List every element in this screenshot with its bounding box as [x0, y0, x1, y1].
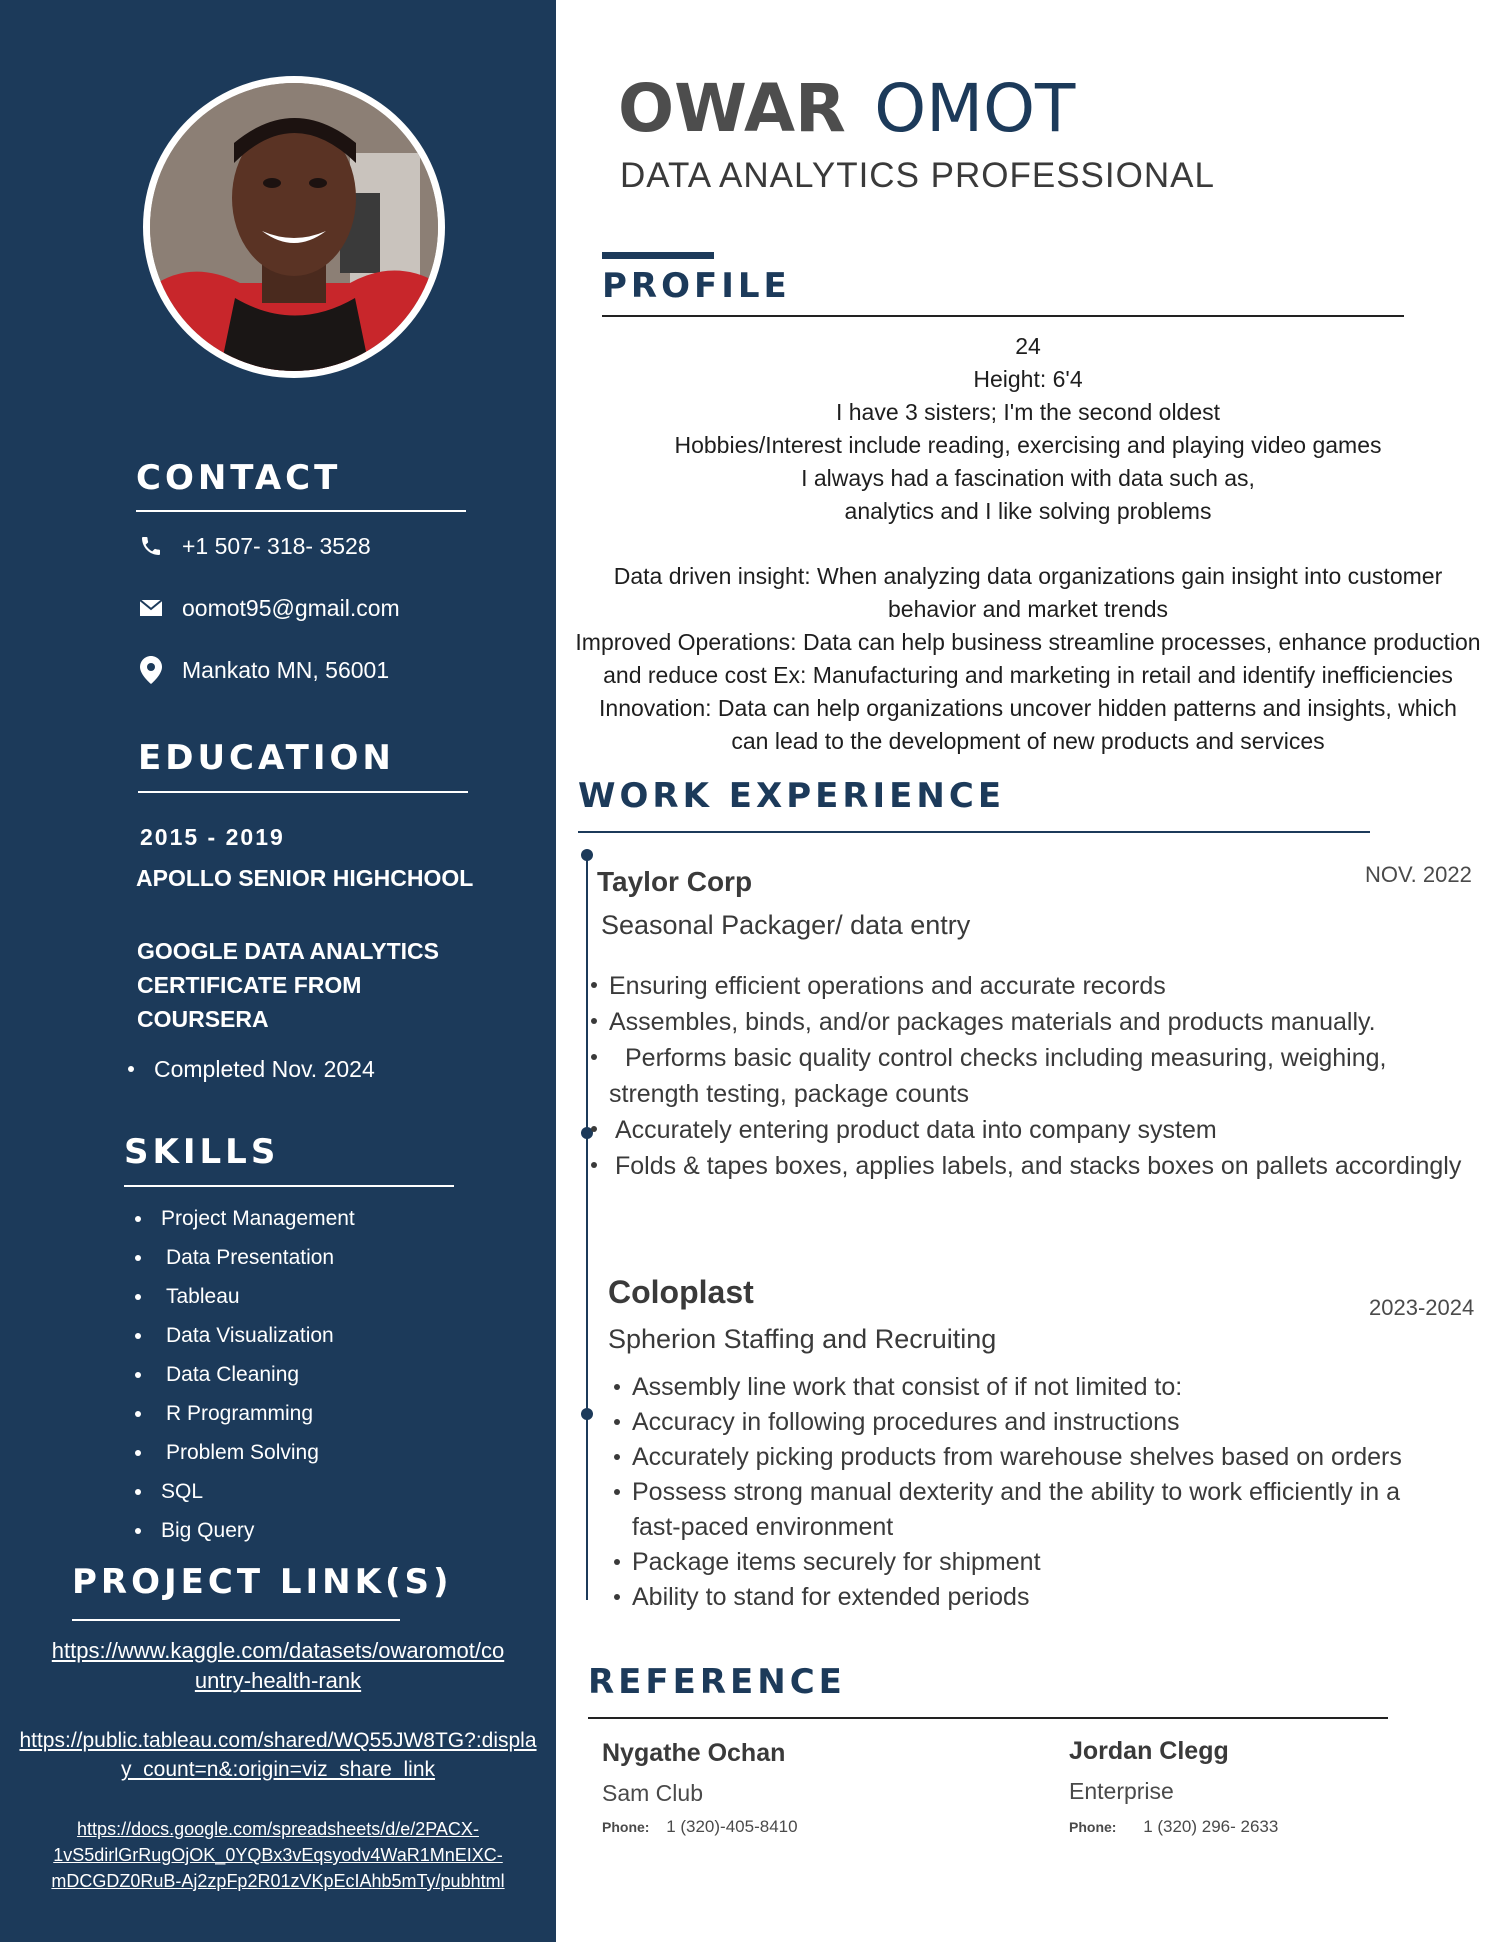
- sidebar: [0, 0, 556, 1942]
- ref2-org: Enterprise: [1069, 1778, 1174, 1804]
- job1-date: NOV. 2022: [1365, 862, 1472, 887]
- education-completed: Completed Nov. 2024: [122, 1054, 375, 1093]
- google-sheets-link[interactable]: https://docs.google.com/spreadsheets/d/e/2PACX- 1vS5dirlGrRugOjOK_0YQBx3vEqsyodv4WaR1MnEIXC- mDCGDZ0RuB-Aj2zpFp2R01zVKpEcIAhb5mTy/pubhtml: [51, 1819, 505, 1891]
- location-pin-icon: [136, 655, 166, 685]
- timeline-line: [586, 855, 588, 1600]
- skill-item: Data Visualization: [129, 1321, 355, 1360]
- ref1-phone-label: Phone:: [602, 1819, 650, 1835]
- profile-height: Height: 6'4: [973, 366, 1083, 392]
- education-heading: EDUCATION: [138, 738, 395, 778]
- skill-item: Problem Solving: [129, 1438, 355, 1477]
- job1-bullet: Accurately entering product data into company system: [609, 1112, 1489, 1148]
- profile-accent-bar: [602, 252, 714, 259]
- certificate-line-2: CERTIFICATE FROM: [137, 972, 362, 998]
- profile-interest-1: I always had a fascination with data such as,: [801, 465, 1255, 491]
- ref1-org: Sam Club: [602, 1780, 703, 1806]
- reference-divider: [588, 1717, 1388, 1719]
- skill-item: Project Management: [129, 1204, 355, 1243]
- skill-item: Data Cleaning: [129, 1360, 355, 1399]
- ref1-name: Nygathe Ochan: [602, 1739, 786, 1767]
- skills-heading: SKILLS: [124, 1132, 280, 1172]
- job1-company: Taylor Corp: [597, 866, 753, 897]
- last-name: OMOT: [874, 70, 1076, 147]
- full-name: [618, 68, 1075, 149]
- profile-siblings: I have 3 sisters; I'm the second oldest: [835, 399, 1221, 425]
- profile-operations-1: Improved Operations: Data can help business streamline processes, enhance production: [575, 629, 1481, 655]
- job2-bullet: Ability to stand for extended periods: [632, 1580, 1452, 1615]
- work-experience-heading: WORK EXPERIENCE: [578, 776, 1006, 816]
- job2-company: Coloplast: [608, 1274, 754, 1310]
- education-completed-list: [122, 1054, 375, 1093]
- skill-item: Big Query: [129, 1516, 355, 1555]
- job1-role: Seasonal Packager/ data entry: [601, 910, 971, 940]
- job2-bullet: Accuracy in following procedures and instructions: [632, 1405, 1452, 1440]
- contact-address: [136, 652, 389, 688]
- tableau-link[interactable]: https://public.tableau.com/shared/WQ55JW8TG?:displa y_count=n&:origin=viz_share_link: [19, 1729, 537, 1781]
- profile-innovation-2: can lead to the development of new products and services: [731, 728, 1325, 754]
- profile-innovation-1: Innovation: Data can help organizations uncover hidden patterns and insights, which: [599, 695, 1457, 721]
- skills-list: [129, 1204, 355, 1555]
- profile-heading: PROFILE: [602, 266, 791, 306]
- profile-hobbies: Hobbies/Interest include reading, exercising and playing video games: [674, 432, 1382, 458]
- ref1-phone-row: [602, 1817, 798, 1837]
- job1-bullet: Ensuring efficient operations and accurate records: [609, 968, 1489, 1004]
- job1-bullet: Assembles, binds, and/or packages materials and products manually.: [609, 1004, 1489, 1040]
- job1-bullets: [609, 968, 1489, 1184]
- timeline-dot: [581, 1408, 593, 1420]
- education-years: 2015 - 2019: [140, 824, 285, 850]
- education-divider: [138, 791, 468, 793]
- ref2-phone: 1 (320) 296- 2633: [1143, 1817, 1279, 1836]
- job2-bullets: [632, 1370, 1452, 1615]
- job2-role: Spherion Staffing and Recruiting: [608, 1324, 997, 1354]
- mail-icon: [136, 593, 166, 623]
- job1-bullet: Folds & tapes boxes, applies labels, and stacks boxes on pallets accordingly: [609, 1148, 1489, 1184]
- project-links-heading: PROJECT LINK(S): [72, 1562, 453, 1602]
- portrait-image: [150, 83, 438, 371]
- ref2-name: Jordan Clegg: [1069, 1737, 1229, 1765]
- address-value: Mankato MN, 56001: [182, 656, 390, 683]
- phone-icon: [136, 531, 166, 561]
- contact-phone: [136, 528, 371, 564]
- contact-heading: CONTACT: [136, 458, 342, 498]
- profile-photo: [143, 76, 445, 378]
- job1-bullet: Performs basic quality control checks including measuring, weighing, strength testing, package counts: [609, 1040, 1489, 1112]
- profile-divider: [602, 315, 1404, 317]
- job2-bullet: Assembly line work that consist of if not limited to:: [632, 1370, 1452, 1405]
- job-title: DATA ANALYTICS PROFESSIONAL: [620, 156, 1215, 195]
- work-experience-divider: [578, 831, 1370, 833]
- kaggle-link[interactable]: https://www.kaggle.com/datasets/owaromot/co untry-health-rank: [51, 1638, 505, 1693]
- skills-divider: [124, 1185, 454, 1187]
- skill-item: Tableau: [129, 1282, 355, 1321]
- job2-bullet: Package items securely for shipment: [632, 1545, 1452, 1580]
- project-links-divider: [72, 1619, 400, 1621]
- education-school: APOLLO SENIOR HIGHCHOOL: [136, 865, 474, 891]
- job2-bullet: Possess strong manual dexterity and the ability to work efficiently in a fast-paced environment: [632, 1475, 1452, 1545]
- email-value[interactable]: oomot95@gmail.com: [182, 594, 400, 621]
- certificate-line-3: COURSERA: [137, 1006, 269, 1032]
- timeline-dot: [581, 849, 593, 861]
- job2-date: 2023-2024: [1369, 1295, 1475, 1320]
- ref2-phone-row: [1069, 1817, 1278, 1837]
- skill-item: R Programming: [129, 1399, 355, 1438]
- skill-item: SQL: [129, 1477, 355, 1516]
- job2-bullet: Accurately picking products from warehouse shelves based on orders: [632, 1440, 1452, 1475]
- profile-operations-2: and reduce cost Ex: Manufacturing and marketing in retail and identify inefficiencies: [603, 662, 1453, 688]
- skill-item: Data Presentation: [129, 1243, 355, 1282]
- reference-heading: REFERENCE: [588, 1662, 846, 1702]
- ref1-phone: 1 (320)-405-8410: [666, 1817, 798, 1836]
- contact-email: [136, 590, 400, 626]
- first-name: OWAR: [618, 70, 846, 147]
- profile-insight-2: behavior and market trends: [888, 596, 1168, 622]
- phone-value: +1 507- 318- 3528: [182, 532, 371, 559]
- profile-insight-1: Data driven insight: When analyzing data organizations gain insight into customer: [613, 563, 1443, 589]
- contact-divider: [136, 510, 466, 512]
- profile-age: 24: [1015, 333, 1041, 359]
- certificate-line-1: GOOGLE DATA ANALYTICS: [137, 938, 439, 964]
- ref2-phone-label: Phone:: [1069, 1819, 1117, 1835]
- profile-interest-2: analytics and I like solving problems: [844, 498, 1212, 524]
